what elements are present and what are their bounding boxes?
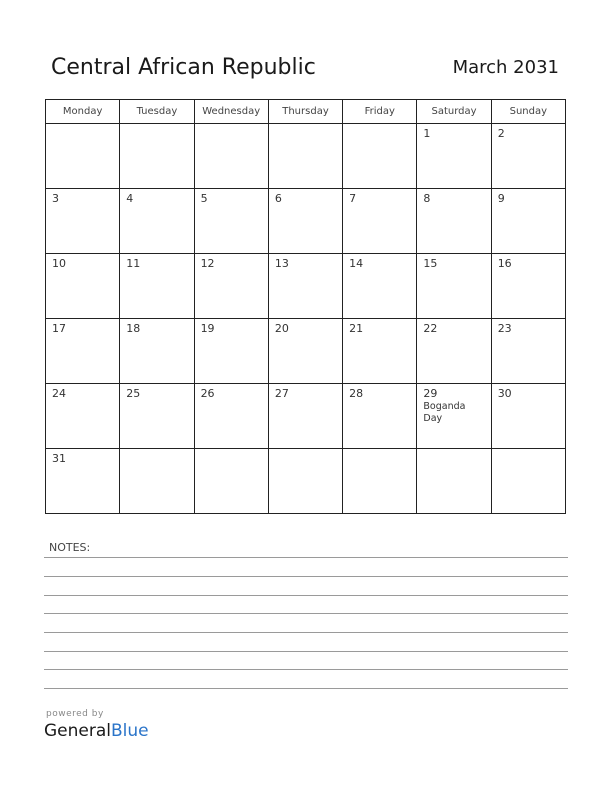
day-cell[interactable] [268,319,342,384]
day-number: 9 [497,192,505,205]
calendar-grid [45,99,566,514]
day-number: 30 [497,387,512,400]
day-cell[interactable] [194,189,268,254]
day-number: 2 [497,127,505,140]
day-cell[interactable] [343,254,417,319]
day-number: 22 [423,322,438,335]
day-cell[interactable] [194,449,268,514]
note-line [44,595,568,596]
day-cell[interactable] [343,124,417,189]
day-number: 4 [126,192,134,205]
holiday-label: Boganda Day [423,401,466,424]
day-cell[interactable] [46,384,120,449]
day-number: 25 [126,387,141,400]
day-cell[interactable] [417,254,491,319]
day-cell[interactable] [194,384,268,449]
day-number: 31 [52,452,66,465]
day-number: 17 [52,322,66,335]
day-cell[interactable] [194,254,268,319]
day-number: 14 [349,257,364,270]
calendar-body [46,124,566,514]
day-number: 7 [349,192,357,205]
notes-label: NOTES: [49,541,91,554]
day-number: 15 [423,257,438,270]
week-row [46,124,566,189]
day-number: 29 [423,387,438,400]
week-row [46,319,566,384]
page-title: Central African Republic [51,55,316,80]
note-line [44,557,568,558]
day-cell[interactable] [491,449,565,514]
day-number: 27 [274,387,289,400]
day-cell[interactable] [417,124,491,189]
day-number: 28 [349,387,364,400]
day-cell[interactable] [268,189,342,254]
day-number: 1 [423,127,431,140]
day-cell[interactable] [343,189,417,254]
day-number: 13 [274,257,289,270]
brand-general-text: General [44,721,111,741]
note-line [44,613,568,614]
weekday-header-row [46,100,566,124]
day-cell[interactable] [268,124,342,189]
day-cell[interactable] [268,449,342,514]
week-row [46,254,566,319]
day-cell[interactable] [491,189,565,254]
day-cell[interactable] [343,449,417,514]
weekday-header: Friday [343,100,417,124]
day-cell[interactable] [46,189,120,254]
day-number: 12 [200,257,215,270]
day-cell[interactable] [46,319,120,384]
day-cell[interactable] [120,319,194,384]
weekday-header: Tuesday [120,100,194,124]
day-cell[interactable] [194,319,268,384]
day-cell[interactable] [417,189,491,254]
note-line [44,688,568,689]
week-row [46,449,566,514]
day-cell[interactable] [46,449,120,514]
day-cell[interactable] [491,319,565,384]
day-cell[interactable] [417,319,491,384]
weekday-header: Wednesday [194,100,268,124]
day-cell[interactable] [491,254,565,319]
day-cell[interactable] [343,384,417,449]
day-number: 19 [200,322,215,335]
day-number: 5 [200,192,208,205]
weekday-header: Monday [46,100,120,124]
day-cell[interactable] [120,384,194,449]
note-line [44,576,568,577]
day-number: 18 [126,322,141,335]
note-line [44,669,568,670]
day-cell[interactable] [120,449,194,514]
day-cell[interactable] [268,254,342,319]
day-number: 3 [52,192,59,205]
brand-blue-text: Blue [111,721,149,741]
weekday-header: Saturday [417,100,491,124]
day-cell[interactable] [46,124,120,189]
day-cell[interactable] [120,124,194,189]
weekday-header: Thursday [268,100,342,124]
week-row [46,189,566,254]
day-number: 6 [274,192,282,205]
day-number: 8 [423,192,431,205]
day-number: 26 [200,387,215,400]
day-cell[interactable] [268,384,342,449]
day-cell[interactable] [417,449,491,514]
day-number: 10 [52,257,66,270]
day-cell[interactable] [491,384,565,449]
powered-by-text: powered by [46,709,104,719]
day-cell[interactable] [491,124,565,189]
day-cell[interactable] [46,254,120,319]
day-cell[interactable] [120,254,194,319]
day-cell[interactable] [343,319,417,384]
note-line [44,632,568,633]
day-cell[interactable] [194,124,268,189]
brand-logo[interactable] [44,721,149,741]
day-cell[interactable] [120,189,194,254]
week-row [46,384,566,449]
day-number: 16 [497,257,512,270]
note-line [44,651,568,652]
month-year: March 2031 [452,57,559,78]
day-number: 23 [497,322,512,335]
weekday-header: Sunday [491,100,565,124]
day-cell[interactable] [417,384,491,449]
day-number: 24 [52,387,66,400]
day-number: 11 [126,257,141,270]
day-number: 21 [349,322,364,335]
day-number: 20 [274,322,289,335]
